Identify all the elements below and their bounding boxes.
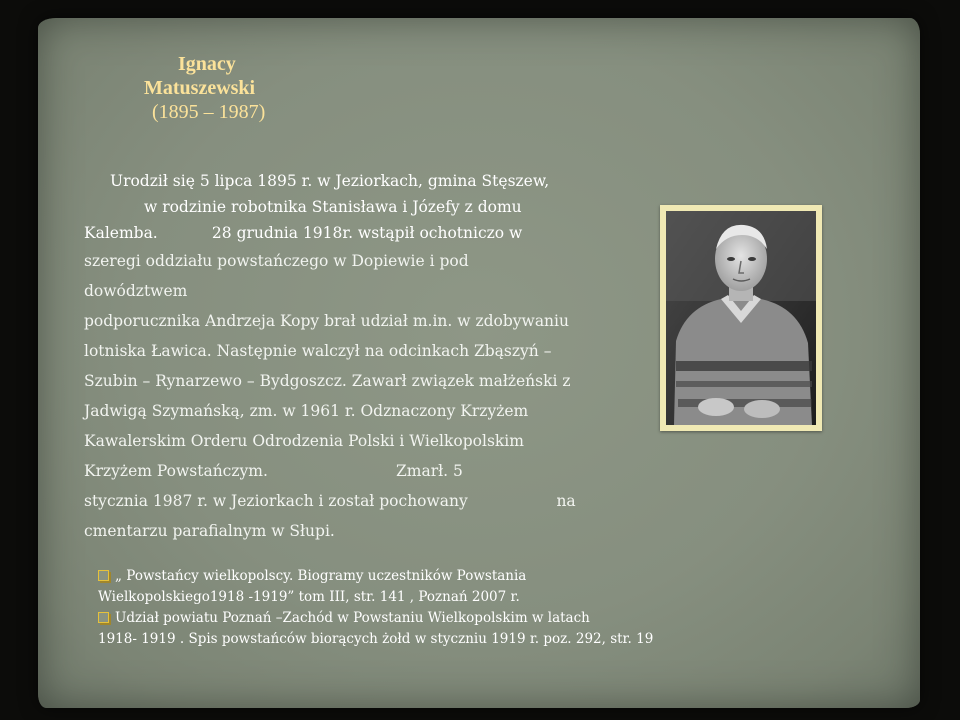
bio-line: Szubin – Rynarzewo – Bydgoszcz. Zawarł związek małżeński z [84,372,571,390]
checkbox-bullet-icon [98,570,109,581]
bio-line: Jadwigą Szymańską, zm. w 1961 r. Odznaczony Krzyżem [84,402,529,420]
bio-line: cmentarzu parafialnym w Słupi. [84,522,335,540]
reference-item [98,566,718,587]
bio-line: stycznia 1987 r. w Jeziorkach i został pochowany na [84,492,576,510]
title-last-name: Matuszewski [144,77,256,99]
title-first-name: Ignacy [178,53,236,75]
biography-text [84,168,574,546]
bio-line: w rodzinie robotnika Stanisława i Józefy z domu [144,198,522,216]
reference-text-continued: Wielkopolskiego1918 -1919” tom III, str. 141 , Poznań 2007 r. [98,589,520,605]
reference-text: „ Powstańcy wielkopolscy. Biogramy uczestników Powstania [115,568,527,584]
bio-line: lotniska Ławica. Następnie walczył na odcinkach Zbąszyń – [84,342,552,360]
checkbox-bullet-icon [98,612,109,623]
bio-line: Kawalerskim Orderu Odrodzenia Polski i Wielkopolskim [84,432,524,450]
portrait-photo-icon [666,211,816,425]
bio-line: szeregi oddziału powstańczego w Dopiewie i pod dowództwem [84,252,469,300]
references [98,566,718,650]
reference-item [98,608,718,629]
title-years: (1895 – 1987) [152,101,266,123]
portrait-photo [660,205,822,431]
reference-text: Udział powiatu Poznań –Zachód w Powstaniu Wielkopolskim w latach [115,610,590,626]
page-title [140,52,290,124]
reference-text-continued: 1918- 1919 . Spis powstańców biorących żołd w styczniu 1919 r. poz. 292, str. 19 [98,631,654,647]
bio-line: podporucznika Andrzeja Kopy brał udział m.in. w zdobywaniu [84,312,569,330]
bio-line: Krzyżem Powstańczym. Zmarł. 5 [84,462,463,480]
bio-line: Kalemba. 28 grudnia 1918r. wstąpił ochotniczo w [84,224,523,242]
bio-line: Urodził się 5 lipca 1895 r. w Jeziorkach, gmina Stęszew, [110,172,550,190]
